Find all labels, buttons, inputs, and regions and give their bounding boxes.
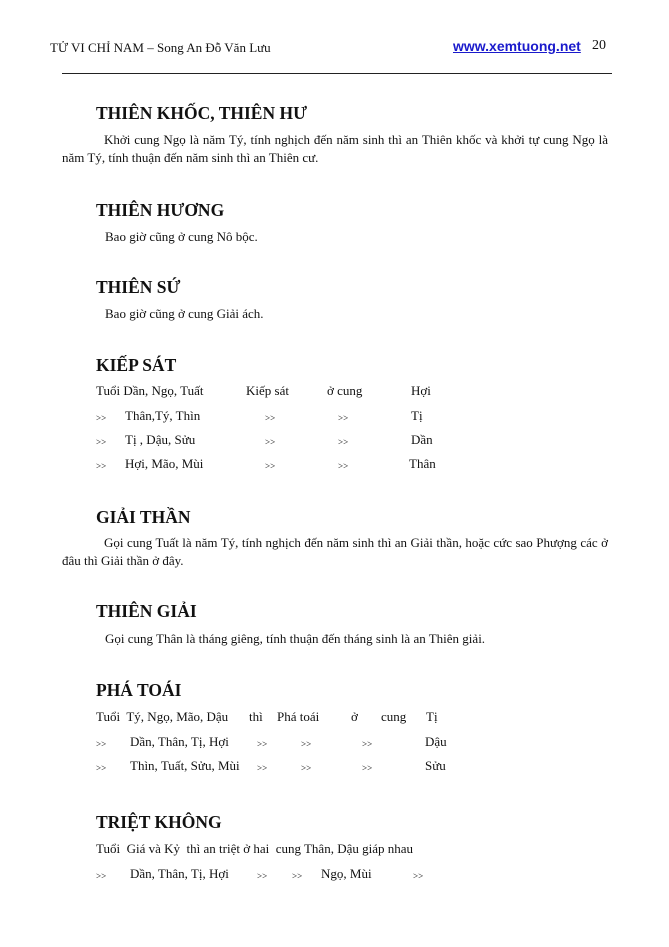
table-cell: Tuổi Dần, Ngọ, Tuất [96, 383, 204, 398]
paragraph-thien-huong: Bao giờ cũng ở cung Nô bộc. [105, 229, 258, 244]
table-cell: Dậu [425, 734, 447, 749]
ditto-mark: >> [301, 763, 312, 773]
ditto-mark: >> [265, 413, 276, 423]
ditto-mark: >> [96, 739, 107, 749]
ditto-mark: >> [338, 413, 349, 423]
table-cell: Hợi [411, 383, 431, 398]
heading-giai-than: GIẢI THẦN [96, 507, 191, 527]
ditto-mark: >> [96, 763, 107, 773]
paragraph-thien-giai: Gọi cung Thân là tháng giêng, tính thuận đến tháng sinh là an Thiên giải. [105, 631, 486, 646]
table-cell: cung [381, 709, 407, 724]
heading-thien-giai: THIÊN GIẢI [96, 601, 197, 621]
table-cell: Dần, Thân, Tị, Hợi [130, 734, 229, 749]
ditto-mark: >> [265, 437, 276, 447]
table-cell: Phá toái [277, 709, 320, 724]
ditto-mark: >> [292, 871, 303, 881]
header-title: TỬ VI CHỈ NAM – Song An Đỗ Văn Lưu [50, 40, 271, 55]
table-cell: Thân [409, 456, 436, 471]
website-link[interactable]: www.xemtuong.net [453, 38, 581, 54]
heading-pha-toai: PHÁ TOÁI [96, 680, 182, 700]
ditto-mark: >> [96, 413, 107, 423]
ditto-mark: >> [301, 739, 312, 749]
table-cell: Thìn, Tuất, Sửu, Mùi [130, 758, 240, 773]
ditto-mark: >> [96, 461, 107, 471]
ditto-mark: >> [257, 739, 268, 749]
table-cell: ở cung [327, 383, 363, 398]
table-cell: Tuổi Tý, Ngọ, Mão, Dậu [96, 709, 229, 724]
heading-kiep-sat: KIẾP SÁT [96, 355, 177, 375]
table-cell: thì [249, 709, 263, 724]
table-cell: Thân,Tý, Thìn [125, 408, 201, 423]
ditto-mark: >> [257, 763, 268, 773]
heading-thien-khoc: THIÊN KHỐC, THIÊN HƯ [96, 103, 308, 123]
paragraph-thien-khoc: Khởi cung Ngọ là năm Tý, tính nghịch đến năm sinh thì an Thiên khốc và khởi tự cung Ngọ là năm Tý, tính thuận đến năm sinh thì an Thiên cư. [62, 132, 608, 165]
table-cell: Tị , Dậu, Sửu [125, 432, 196, 447]
page-number: 20 [592, 38, 606, 53]
paragraph-giai-than: Gọi cung Tuất là năm Tý, tính nghịch đến năm sinh thì an Giải thần, hoặc cức sao Phượng các ở đâu thì Giải thần ở đây. [62, 535, 608, 568]
ditto-mark: >> [362, 763, 373, 773]
table-cell: Kiếp sát [246, 383, 289, 398]
table-cell: Dần, Thân, Tị, Hợi [130, 866, 229, 881]
table-cell: Tị [411, 408, 423, 423]
ditto-mark: >> [413, 871, 424, 881]
table-cell: Tị [426, 709, 438, 724]
header-divider [62, 73, 612, 74]
table-cell: Dần [411, 432, 433, 447]
ditto-mark: >> [338, 461, 349, 471]
table-cell: Hợi, Mão, Mùi [125, 456, 204, 471]
ditto-mark: >> [338, 437, 349, 447]
table-cell: Sửu [425, 758, 446, 773]
ditto-mark: >> [96, 871, 107, 881]
table-cell: Ngọ, Mùi [321, 866, 372, 881]
table-cell: Tuổi Giá và Kỷ thì an triệt ở hai cung Thân, Dậu giáp nhau [96, 841, 414, 856]
heading-thien-su: THIÊN SỨ [96, 277, 181, 297]
ditto-mark: >> [362, 739, 373, 749]
ditto-mark: >> [265, 461, 276, 471]
ditto-mark: >> [96, 437, 107, 447]
table-cell: ở [351, 709, 358, 724]
heading-triet-khong: TRIỆT KHÔNG [96, 812, 222, 832]
paragraph-thien-su: Bao giờ cũng ở cung Giải ách. [105, 306, 264, 321]
ditto-mark: >> [257, 871, 268, 881]
heading-thien-huong: THIÊN HƯƠNG [96, 200, 225, 220]
